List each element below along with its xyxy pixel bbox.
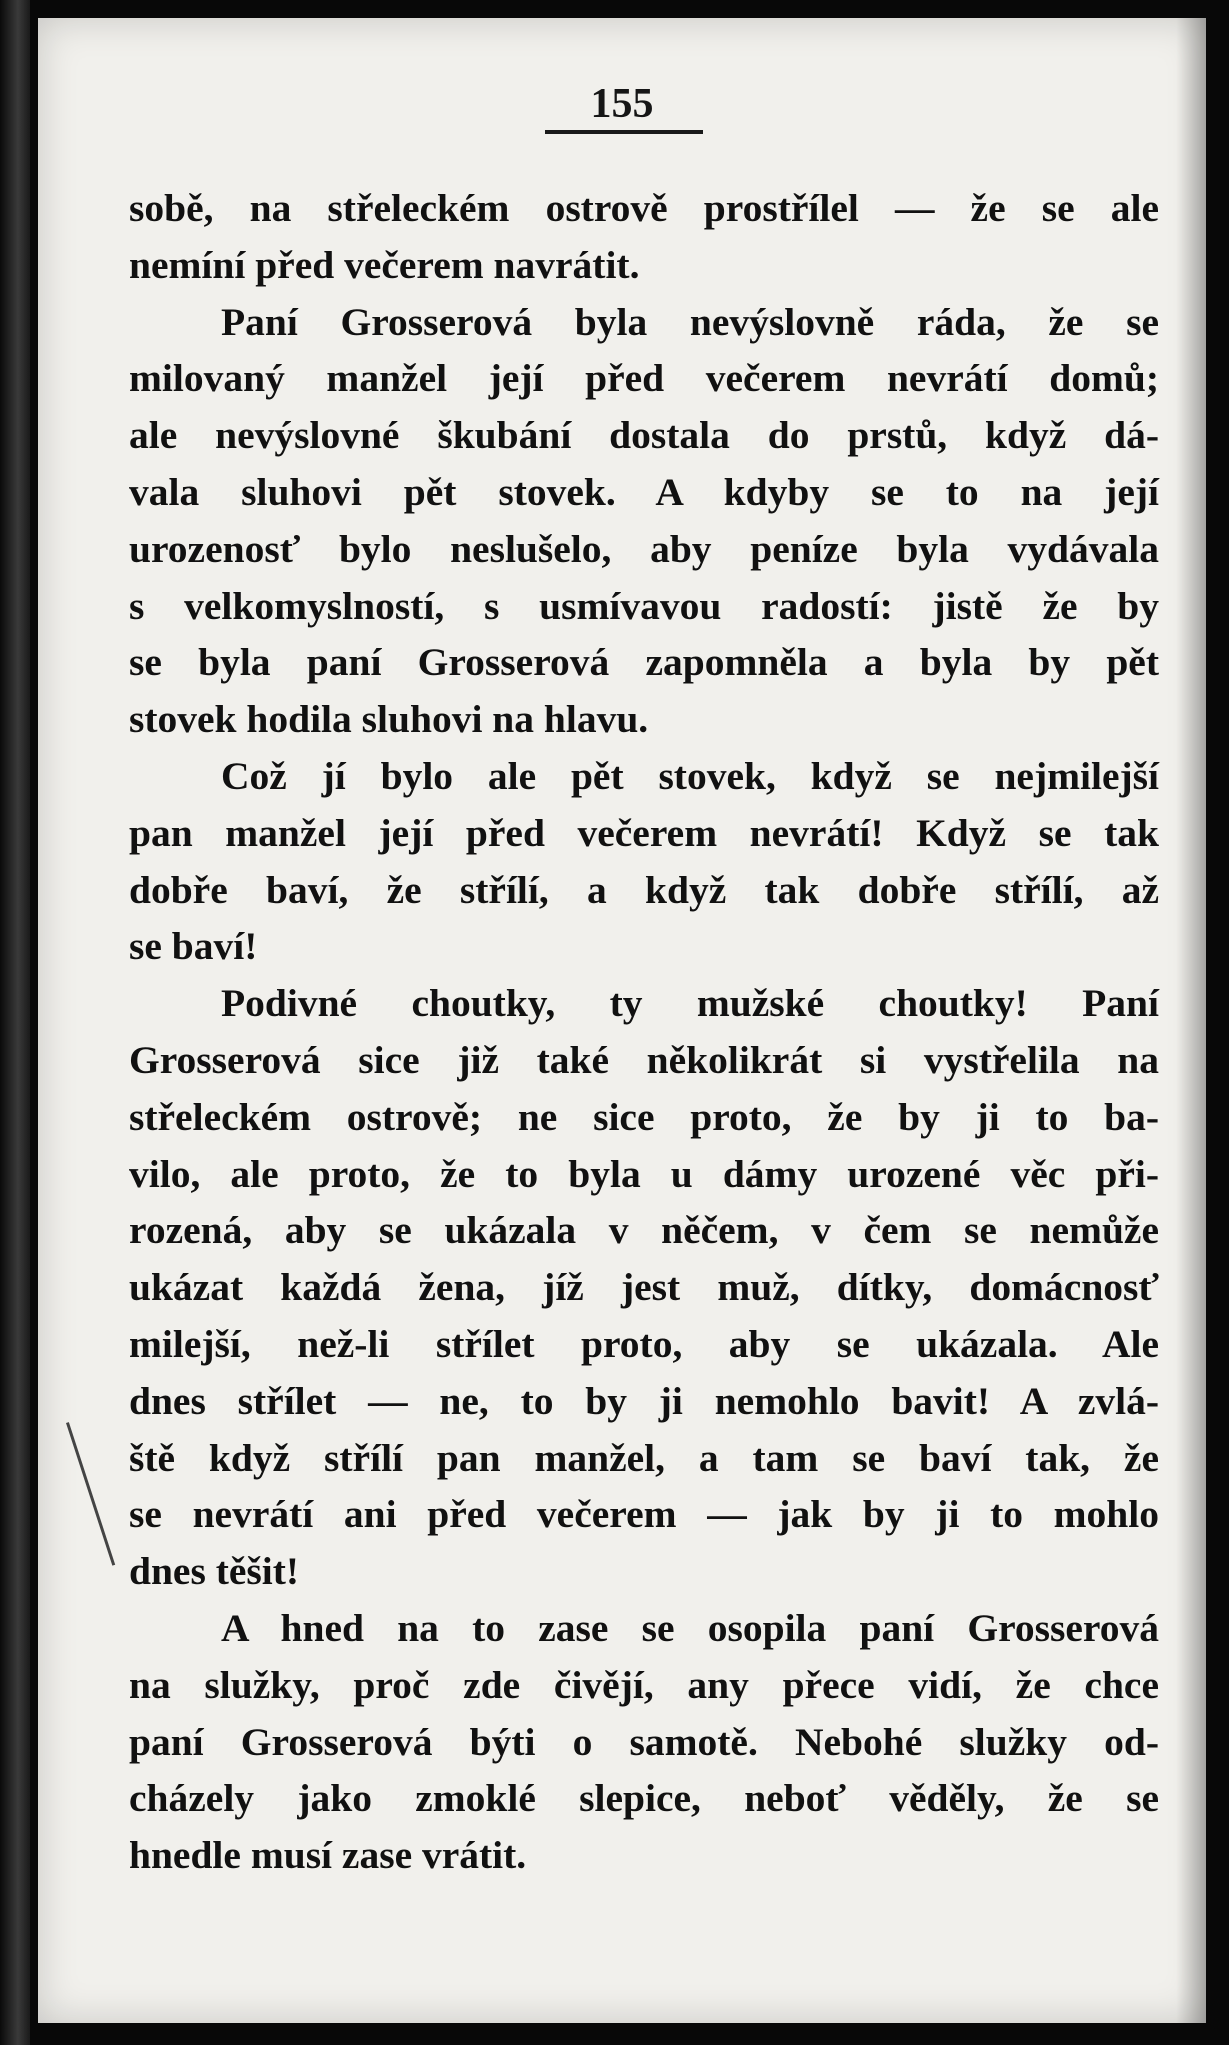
- text-line: milejší, než-li střílet proto, aby se ukázala. Ale: [129, 1321, 1159, 1366]
- text-line: rozená, aby se ukázala v něčem, v čem se nemůže: [129, 1208, 1159, 1253]
- text-line: hnedle musí zase vrátit.: [129, 1833, 527, 1878]
- text-line: A hned na to zase se osopila paní Grosserová: [221, 1605, 1159, 1650]
- text-line: Grosserová sice již také několikrát si vystřelila na: [129, 1037, 1159, 1082]
- text-line: stovek hodila sluhovi na hlavu.: [129, 697, 649, 742]
- margin-pen-mark: [66, 1422, 115, 1566]
- text-line: se nevrátí ani před večerem — jak by ji to mohlo: [129, 1492, 1159, 1537]
- text-line: paní Grosserová býti o samotě. Nebohé služky od-: [129, 1719, 1159, 1764]
- text-line: cházely jako zmoklé slepice, neboť věděly, že se: [129, 1776, 1159, 1821]
- text-line: Což jí bylo ale pět stovek, když se nejmilejší: [221, 753, 1159, 798]
- text-line: Podivné choutky, ty mužské choutky! Paní: [221, 981, 1159, 1026]
- text-line: vilo, ale proto, že to byla u dámy urozené věc při-: [129, 1151, 1159, 1196]
- page-number-rule: [545, 130, 703, 134]
- text-line: ště když střílí pan manžel, a tam se baví tak, že: [129, 1435, 1159, 1480]
- paragraph: [129, 1600, 1159, 1884]
- paragraph: [129, 748, 1159, 975]
- text-line: nemíní před večerem navrátit.: [129, 242, 640, 287]
- paragraph: [129, 180, 1159, 294]
- text-line: dobře baví, že střílí, a když tak dobře střílí, až: [129, 867, 1159, 912]
- text-line: sobě, na střeleckém ostrově prostřílel — že se ale: [129, 186, 1159, 230]
- text-line: ukázat každá žena, jíž jest muž, dítky, domácnosť: [129, 1265, 1159, 1310]
- text-line: střeleckém ostrově; ne sice proto, že by ji to ba-: [129, 1094, 1159, 1139]
- text-line: dnes střílet — ne, to by ji nemohlo bavit! A zvlá-: [129, 1378, 1159, 1423]
- text-line: dnes těšit!: [129, 1549, 300, 1594]
- text-line: pan manžel její před večerem nevrátí! Když se tak: [129, 810, 1159, 855]
- text-line: ale nevýslovné škubání dostala do prstů, když dá-: [129, 413, 1159, 458]
- text-line: s velkomyslností, s usmívavou radostí: jistě že by: [129, 583, 1159, 628]
- text-line: Paní Grosserová byla nevýslovně ráda, že se: [221, 299, 1159, 344]
- body-text: [129, 180, 1159, 1884]
- book-page: [38, 18, 1206, 2023]
- text-line: milovaný manžel její před večerem nevrátí domů;: [129, 356, 1159, 401]
- page-number: 155: [590, 81, 654, 127]
- text-line: se baví!: [129, 924, 258, 969]
- text-line: na služky, proč zde čivějí, any přece vidí, že chce: [129, 1662, 1159, 1707]
- text-line: urozenosť bylo neslušelo, aby peníze byla vydávala: [129, 526, 1159, 571]
- text-line: vala sluhovi pět stovek. A kdyby se to na její: [129, 469, 1159, 514]
- paragraph: [129, 294, 1159, 748]
- previous-page-edge: [0, 0, 30, 2045]
- text-line: se byla paní Grosserová zapomněla a byla by pět: [129, 640, 1159, 685]
- paragraph: [129, 975, 1159, 1600]
